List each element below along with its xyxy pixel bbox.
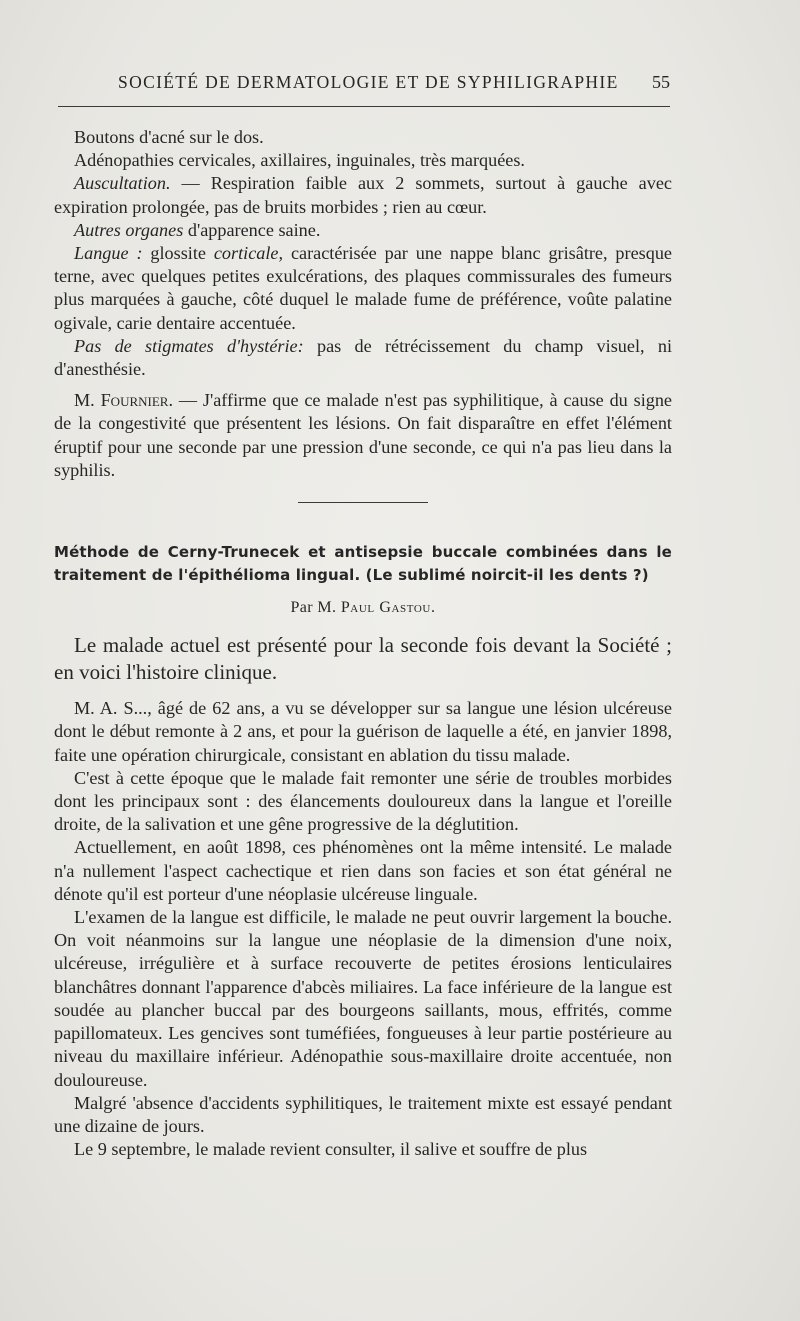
paragraph: Boutons d'acné sur le dos. bbox=[74, 127, 264, 147]
previous-case-report bbox=[54, 126, 672, 381]
italic-label: Autres organes bbox=[74, 219, 184, 240]
case-report bbox=[54, 697, 672, 1161]
article-title: Méthode de Cerny-Trunecek et antisepsie buccale combinées dans le traitement de l'épithélioma lingual. (Le sublimé noircit-il les dents ?) bbox=[54, 543, 672, 584]
paragraph: Le 9 septembre, le malade revient consulter, il salive et souffre de plus bbox=[74, 1139, 588, 1160]
article-intro bbox=[54, 632, 672, 686]
italic-label: Auscultation. bbox=[74, 173, 171, 194]
section-divider bbox=[298, 502, 428, 503]
running-title: SOCIÉTÉ DE DERMATOLOGIE ET DE SYPHILIGRAPHIE bbox=[118, 72, 619, 92]
italic-label: Langue : bbox=[74, 243, 143, 264]
paragraph: M. A. S..., âgé de 62 ans, a vu se développer sur sa langue une lésion ulcéreuse dont le début remonte à 2 ans, et pour la guérison de laquelle a été, en janvier 1898, faite une opération chirurgicale, consistant en ablation du tissu malade. bbox=[54, 698, 672, 765]
paragraph: Actuellement, en août 1898, ces phénomènes ont la même intensité. Le malade n'a nullement l'aspect cachectique et rien dans son facies et son état général ne dénote qu'il est porteur d'une néoplasie ulcéreuse linguale. bbox=[54, 837, 672, 904]
discussion-remark: M. Fournier. — J'affirme que ce malade n'est pas syphilitique, à cause du signe de la congestivité que présentent les lésions. On fait disparaître en effet l'élément éruptif pour une seconde par une pression d'une seconde, ce qui n'a pas lieu dans la syphilis. bbox=[54, 390, 673, 480]
running-header bbox=[58, 72, 670, 98]
header-rule bbox=[58, 106, 670, 107]
intro-paragraph: Le malade actuel est présenté pour la seconde fois devant la Société ; en voici l'histoire clinique. bbox=[54, 633, 672, 685]
paragraph: Malgré 'absence d'accidents syphilitiques, le traitement mixte est essayé pendant une dizaine de jours. bbox=[54, 1092, 672, 1136]
paragraph: Adénopathies cervicales, axillaires, inguinales, très marquées. bbox=[74, 150, 525, 171]
italic-label: Pas de stigmates d'hystérie: bbox=[74, 335, 304, 356]
page-number: 55 bbox=[652, 72, 670, 92]
byline: Par M. Paul Gastou. bbox=[290, 599, 436, 617]
paragraph: L'examen de la langue est difficile, le malade ne peut ouvrir largement la bouche. On voit néanmoins sur la langue une néoplasie de la dimension d'une noix, ulcéreuse, irrégulière et à surface recouverte de petites érosions lenticulaires blanchâtres donnant l'apparence d'abcès miliaires. La face inférieure de la langue est soudée au plancher buccal par des bourgeons saillants, mous, effrités, comme papillomateux. Les gencives sont tuméfiées, fongueuses à leur partie postérieure au niveau du maxillaire inférieur. Adénopathie sous-maxillaire droite accentuée, non douloureuse. bbox=[54, 907, 672, 1090]
paragraph: C'est à cette époque que le malade fait remonter une série de troubles morbides dont les principaux sont : des élancements douloureux dans la langue et l'oreille droite, de la salivation et une gêne progressive de la déglutition. bbox=[54, 767, 672, 835]
italic-term: corticale, bbox=[213, 243, 284, 264]
paragraph: Langue : glossite corticale, caractérisée par une nappe blanc grisâtre, presque terne, avec quelques petites exulcérations, des plaques commissurales des fumeurs plus marquées à gauche, côté duquel le malade fume de préférence, voûte palatine ogivale, carie dentaire accentuée. bbox=[54, 243, 672, 333]
speaker-name: Fournier. bbox=[100, 390, 174, 411]
author-name: Paul Gastou. bbox=[340, 599, 436, 617]
page-body bbox=[54, 126, 672, 1161]
paragraph: Autres organes d'apparence saine. bbox=[74, 219, 321, 240]
paragraph: Auscultation. — Respiration faible aux 2 sommets, surtout à gauche avec expiration prolongée, pas de bruits morbides ; rien au cœur. bbox=[54, 173, 672, 217]
paragraph: Pas de stigmates d'hystérie: pas de rétrécissement du champ visuel, ni d'anesthésie. bbox=[54, 335, 672, 380]
